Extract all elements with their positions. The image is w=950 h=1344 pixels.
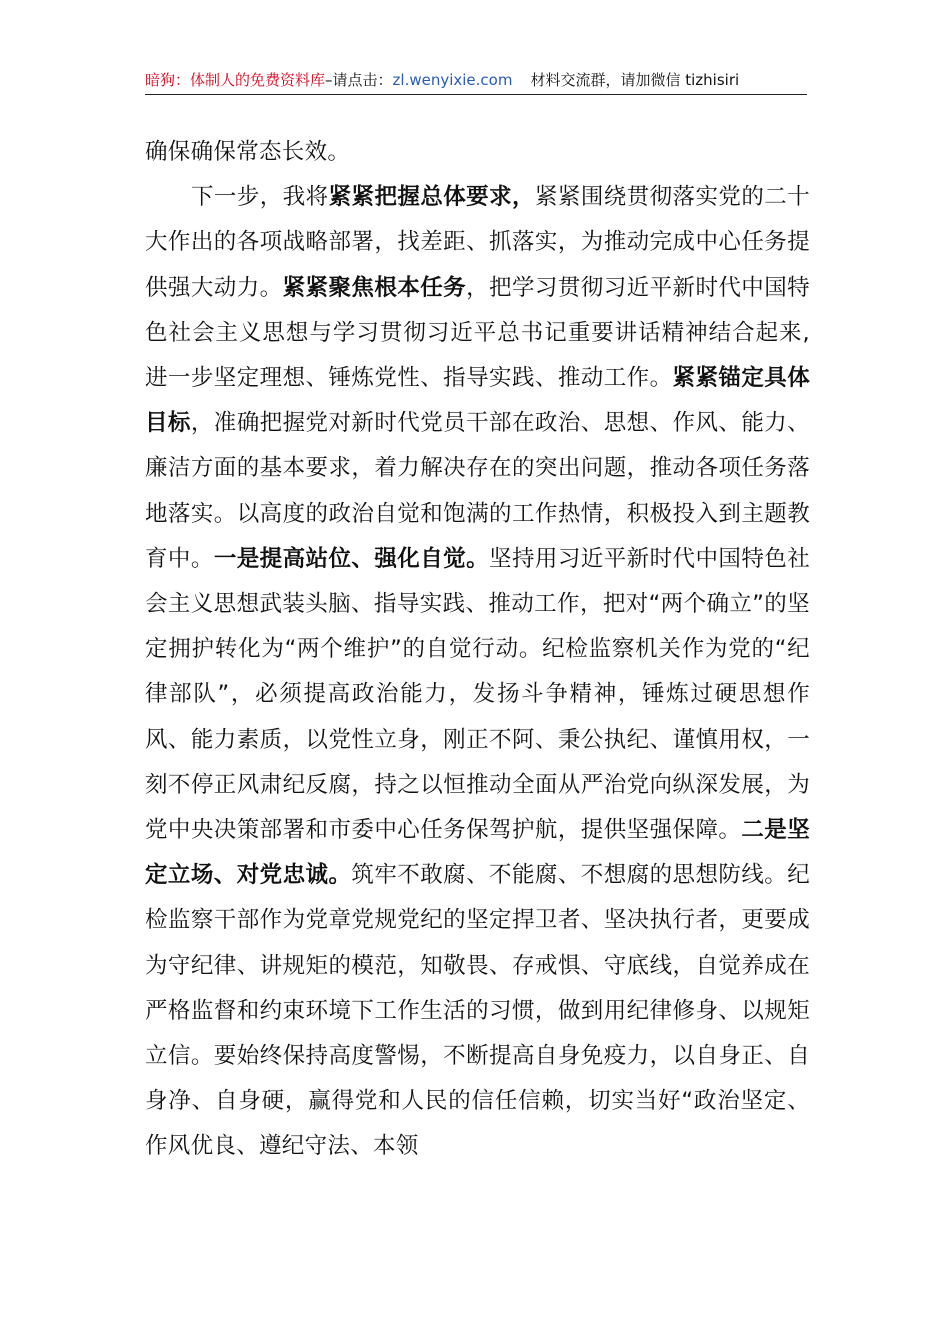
- bold-heading-requirements: 紧紧把握总体要求，: [328, 184, 535, 211]
- bold-heading-point-two: 二是坚定立场、对党忠诚。: [145, 817, 810, 889]
- page-header: [145, 66, 807, 95]
- text-segment: 下一步，我将: [191, 184, 329, 211]
- header-group-text: 材料交流群，请加微信 tizhisiri: [530, 71, 740, 89]
- bold-heading-point-one: 一是提高站位、强化自觉。: [213, 545, 490, 572]
- header-url-link[interactable]: zl.wenyixie.com: [392, 71, 513, 89]
- text-segment: ，准确把握党对新时代党员干部在政治、思想、作风、能力、廉洁方面的基本要求，着力解决存在的突出问题，推动各项任务落地落实。以高度的政治自觉和饱满的工作热情，积极投入到主题教育中。: [145, 410, 810, 572]
- header-click-label: –请点击：: [325, 71, 393, 89]
- paragraph-next-steps: [145, 175, 810, 1169]
- bold-heading-goal: 紧紧锚定具体目标: [145, 365, 810, 437]
- paragraph-continuation: 确保确保常态长效。: [145, 139, 351, 165]
- bold-heading-task: 紧紧聚焦根本任务: [282, 274, 467, 301]
- document-body: [145, 130, 810, 1170]
- text-segment: 坚持用习近平新时代中国特色社会主义思想武装头脑、指导实践、推动工作，把对“两个确立”的坚定拥护转化为“两个维护”的自觉行动。纪检监察机关作为党的“纪律部队”，必须提高政治能力，发扬斗争精神，锤炼过硬思想作风、能力素质，以党性立身，刚正不阿、秉公执纪、谨慎用权，一刻不停正风肃纪反腐，持之以恒推动全面从严治党向纵深发展，为党中央决策部署和市委中心任务保驾护航，提供坚强保障。: [145, 545, 811, 844]
- text-segment: 紧紧围绕贯彻落实党的二十大作出的各项战略部署，找差距、抓落实，为推动完成中心任务提供强大动力。: [145, 184, 810, 301]
- header-brand: 暗狗：体制人的免费资料库: [145, 71, 326, 89]
- text-segment: ，把学习贯彻习近平新时代中国特色社会主义思想与学习贯彻习近平总书记重要讲话精神结合起来,进一步坚定理想、锤炼党性、指导实践、推动工作。: [145, 274, 810, 392]
- text-segment: 筑牢不敢腐、不能腐、不想腐的思想防线。纪检监察干部作为党章党规党纪的坚定捍卫者、坚决执行者，更要成为守纪律、讲规矩的模范，知敬畏、存戒惧、守底线，自觉养成在严格监督和约束环境下工作生活的习惯，做到用纪律修身、以规矩立信。要始终保持高度警惕，不断提高自身免疫力，以自身正、自身净、自身硬，赢得党和人民的信任信赖，切实当好“政治坚定、作风优良、遵纪守法、本领: [145, 862, 810, 1160]
